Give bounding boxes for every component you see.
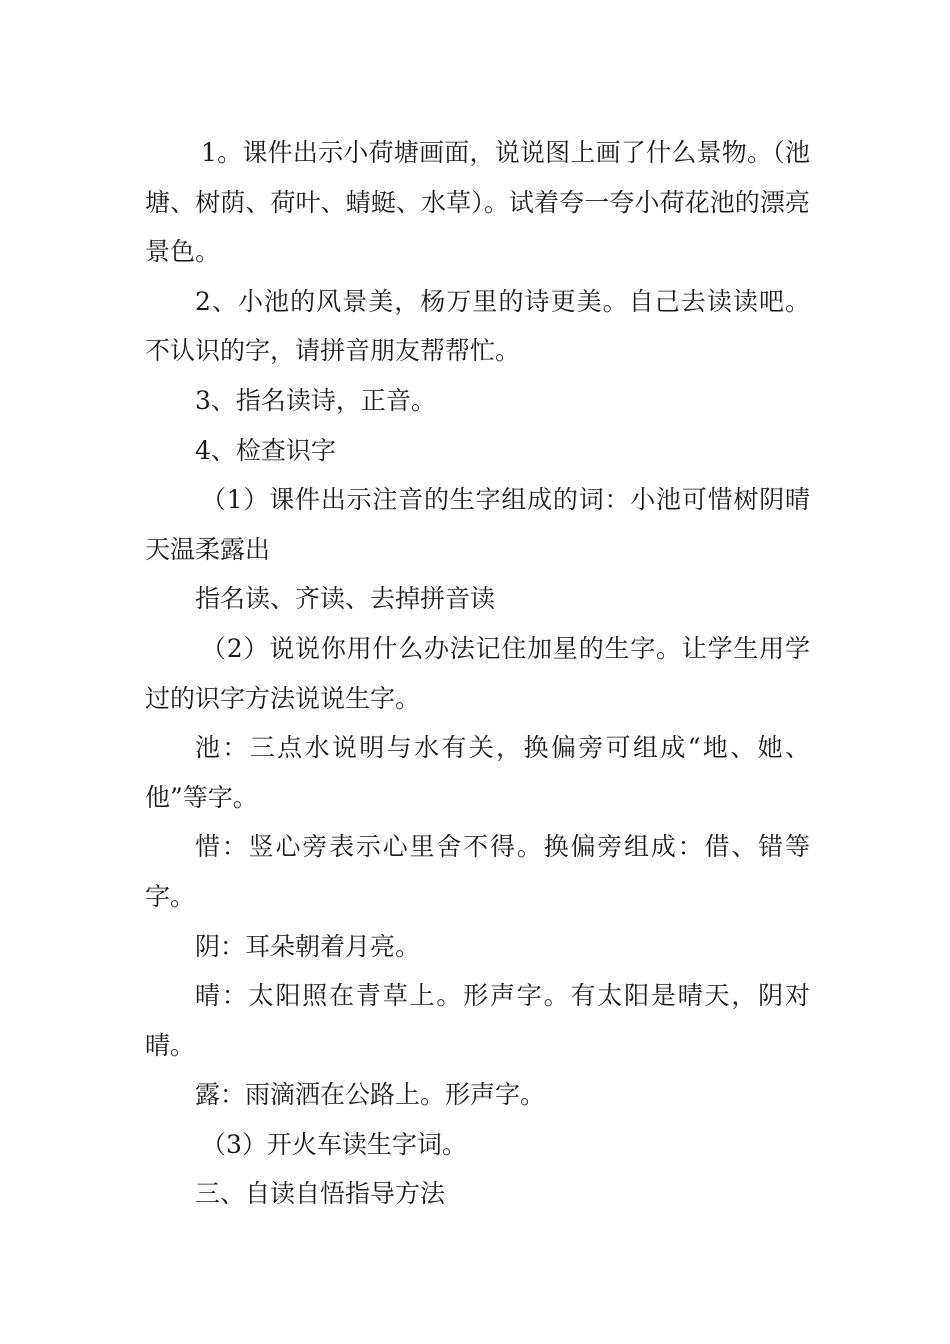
paragraph-sub-3: （3）开火车读生字词。 xyxy=(201,1129,467,1159)
paragraph-char-qing: 晴：太阳照在青草上。形声字。有太阳是晴天，阴对晴。 xyxy=(145,981,810,1060)
section-heading-3: 三、自读自悟指导方法 xyxy=(195,1179,446,1209)
paragraph-sub-2: （2）说说你用什么办法记住加星的生字。让学生用学过的识字方法说说生字。 xyxy=(145,633,810,713)
paragraph-char-yin: 阴：耳朵朝着月亮。 xyxy=(195,931,421,961)
paragraph-step-4: 4、检查识字 xyxy=(195,435,336,465)
paragraph-char-xi: 惜：竖心旁表示心里舍不得。换偏旁组成：借、错等字。 xyxy=(145,832,810,911)
paragraph-step-1: 1。课件出示小荷塘画面，说说图上画了什么景物。（池塘、树荫、荷叶、蜻蜓、水草）。试着夸一夸小荷花池的漂亮景色。 xyxy=(145,138,810,267)
paragraph-sub-1: （1）课件出示注音的生字组成的词：小池可惜树阴晴天温柔露出 xyxy=(145,485,810,564)
paragraph-step-3: 3、指名读诗，正音。 xyxy=(195,385,436,415)
paragraph-read-methods: 指名读、齐读、去掉拼音读 xyxy=(195,584,496,614)
paragraph-step-2: 2、小池的风景美，杨万里的诗更美。自己去读读吧。不认识的字，请拼音朋友帮帮忙。 xyxy=(145,286,810,366)
paragraph-char-lu: 露：雨滴洒在公路上。形声字。 xyxy=(195,1080,546,1110)
document-body xyxy=(145,128,810,1219)
paragraph-char-chi: 池：三点水说明与水有关，换偏旁可组成“地、她、他”等字。 xyxy=(145,733,810,812)
